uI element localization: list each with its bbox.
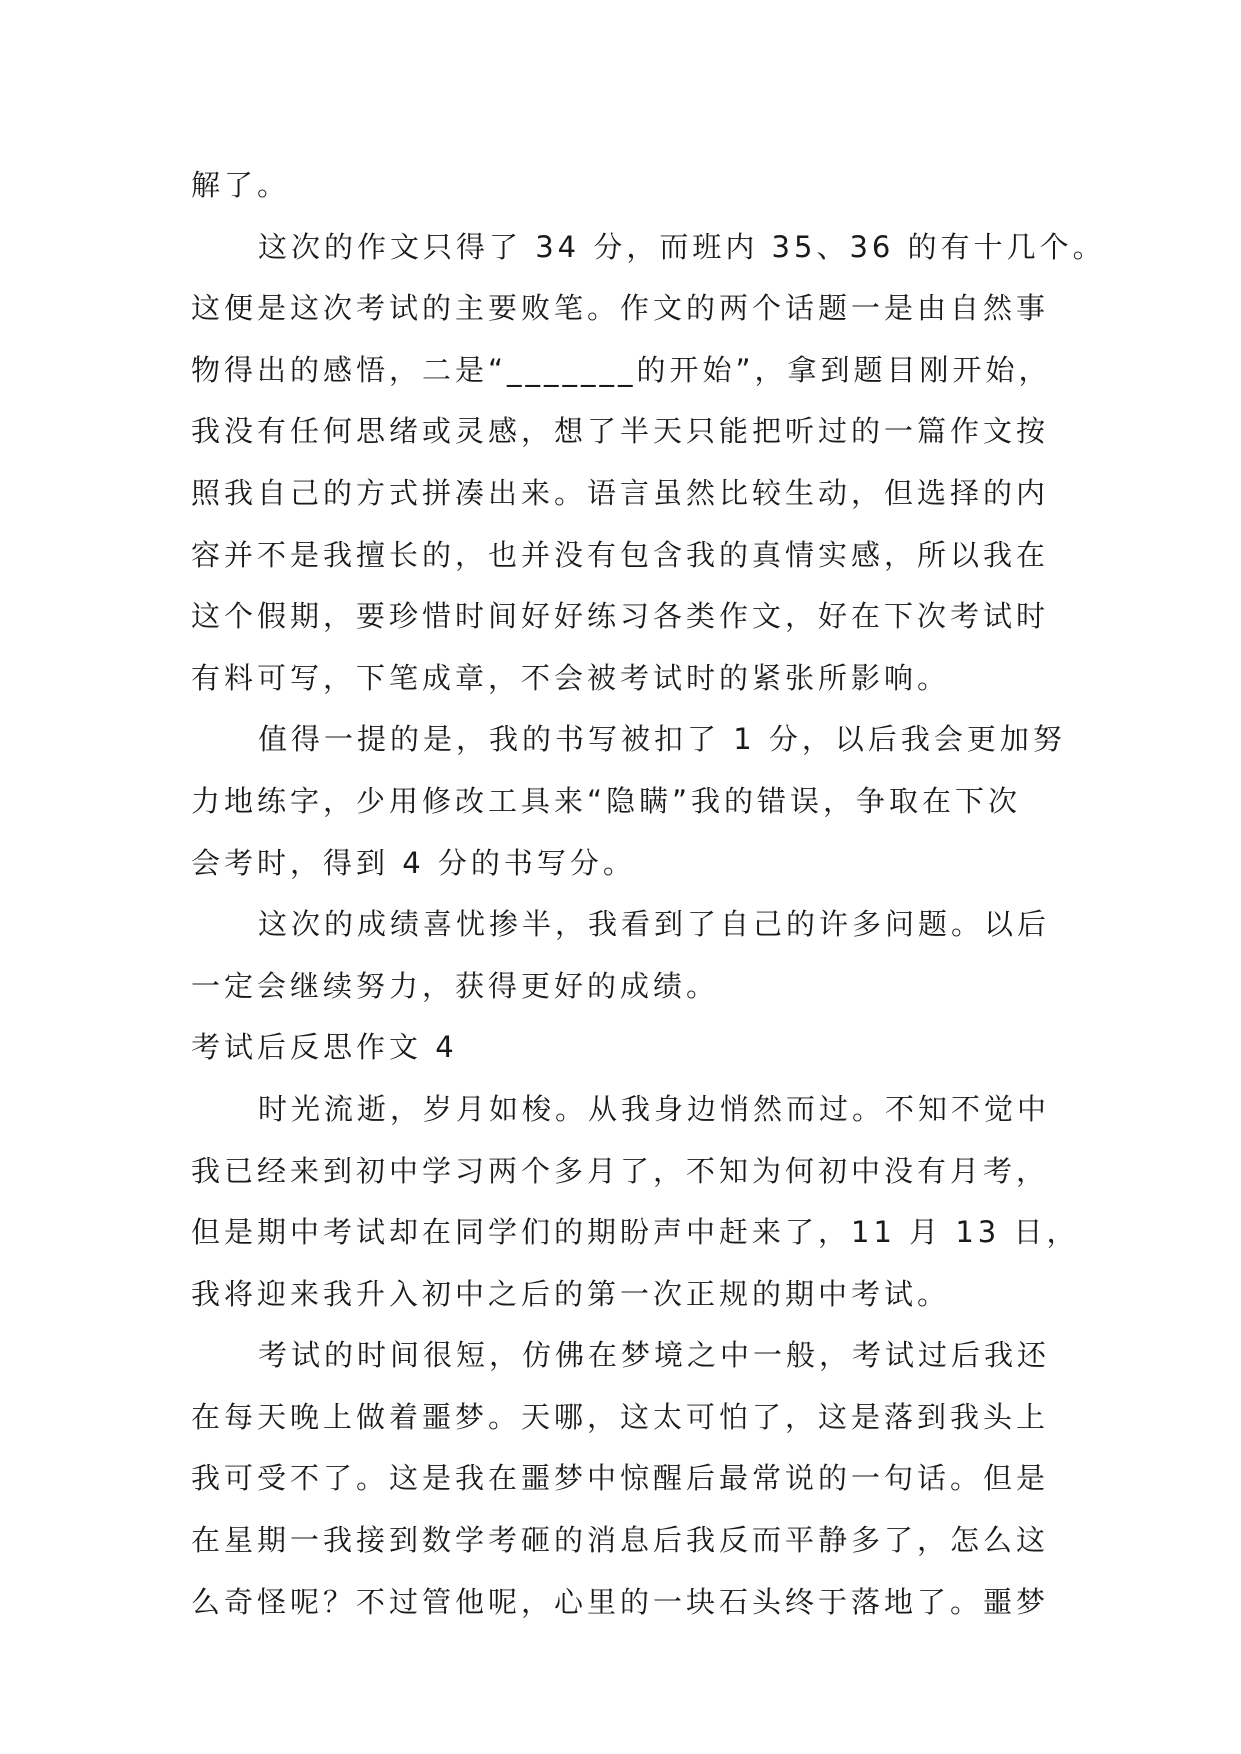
text-line: 在每天晚上做着噩梦。天哪，这太可怕了，这是落到我头上 [191,1399,1050,1434]
text-line: 物得出的感悟，二是“_______的开始”，拿到题目刚开始， [191,352,1052,387]
text-line: 照我自己的方式拼凑出来。语言虽然比较生动，但选择的内 [191,475,1050,510]
text-line: 我已经来到初中学习两个多月了，不知为何初中没有月考， [191,1153,1050,1188]
text-line: 我没有任何思绪或灵感，想了半天只能把听过的一篇作文按 [191,414,1050,449]
text-line: 有料可写，下笔成章，不会被考试时的紧张所影响。 [191,660,951,695]
text-line: 这便是这次考试的主要败笔。作文的两个话题一是由自然事 [191,291,1050,326]
text-line: 我可受不了。这是我在噩梦中惊醒后最常说的一句话。但是 [191,1461,1050,1496]
text-line: 会考时，得到 4 分的书写分。 [191,845,636,880]
text-line: 解了。 [191,168,291,202]
text-line: 容并不是我擅长的，也并没有包含我的真情实感，所以我在 [191,537,1050,572]
text-line: 么奇怪呢？不过管他呢，心里的一块石头终于落地了。噩梦 [191,1584,1050,1619]
text-line: 力地练字，少用修改工具来“隐瞒”我的错误，争取在下次 [191,783,1022,818]
text-line: 这个假期，要珍惜时间好好练习各类作文，好在下次考试时 [191,599,1050,634]
text-line: 我将迎来我升入初中之后的第一次正规的期中考试。 [191,1276,951,1311]
text-line: 这次的作文只得了 34 分，而班内 35、36 的有十几个。 [258,229,1106,264]
text-line: 在星期一我接到数学考砸的消息后我反而平静多了，怎么这 [191,1523,1050,1558]
text-line: 考试的时间很短，仿佛在梦境之中一般，考试过后我还 [258,1338,1051,1373]
text-line: 值得一提的是，我的书写被扣了 1 分，以后我会更加努 [258,722,1066,757]
section-heading: 考试后反思作文 4 [191,1030,458,1065]
text-line: 这次的成绩喜忧掺半，我看到了自己的许多问题。以后 [258,907,1051,942]
text-line: 但是期中考试却在同学们的期盼声中赶来了，11 月 13 日， [191,1215,1080,1250]
text-line: 时光流逝，岁月如梭。从我身边悄然而过。不知不觉中 [258,1091,1051,1126]
text-line: 一定会继续努力，获得更好的成绩。 [191,968,720,1003]
document-body [191,155,1106,1633]
